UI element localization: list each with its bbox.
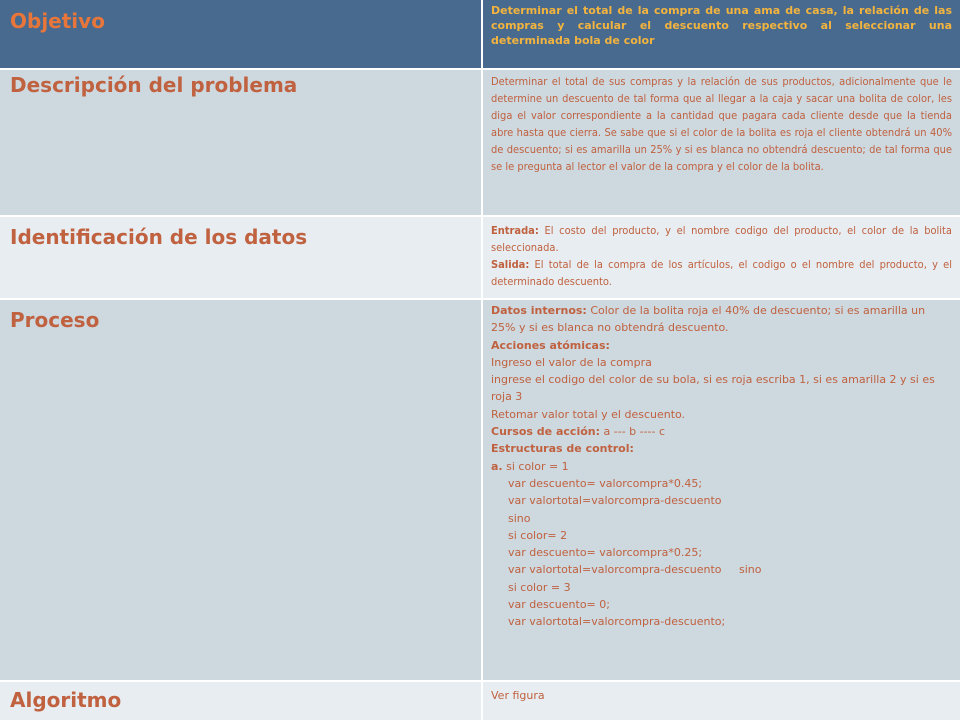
row-descripcion — [0, 70, 960, 215]
content-cell — [483, 217, 960, 298]
code-line: sino — [508, 511, 531, 525]
entrada-label: Entrada: — [491, 224, 539, 237]
objetivo-text: Determinar el total de la compra de una ama de casa, la relación de las compras y calcular el descuento respectivo al seleccionar una determinada bola de color — [491, 4, 952, 47]
code-line: var descuento= valorcompra*0.45; — [508, 476, 703, 490]
datos-internos — [491, 302, 952, 337]
row-algoritmo — [0, 682, 960, 720]
label-cell — [0, 682, 481, 720]
accion-item: ingrese el codigo del color de su bola, si es roja escriba 1, si es amarilla 2 y si es roja 3 — [491, 373, 935, 404]
code-line: var valortotal=valorcompra-descuento sino — [508, 563, 762, 577]
row-objetivo — [0, 0, 960, 68]
row-label: Proceso — [10, 308, 100, 332]
label-cell — [0, 70, 481, 215]
cursos-line — [491, 423, 952, 440]
code-line: var valortotal=valorcompra-descuento — [508, 494, 722, 508]
accion-item: Retomar valor total y el descuento. — [491, 407, 686, 421]
code-first-line — [491, 458, 952, 475]
code-line: si color = 3 — [508, 580, 571, 594]
identificacion-content — [491, 222, 952, 290]
proceso-content — [491, 302, 952, 631]
algoritmo-text: Ver figura — [491, 689, 545, 702]
row-label: Identificación de los datos — [10, 225, 308, 249]
content-cell — [483, 0, 960, 68]
code-first: si color = 1 — [502, 459, 569, 473]
row-label: Algoritmo — [10, 688, 122, 712]
code-line: var valortotal=valorcompra-descuento; — [508, 615, 726, 629]
code-line: si color= 2 — [508, 528, 568, 542]
row-identificacion — [0, 217, 960, 298]
salida-text: El total de la compra de los artículos, el codigo o el nombre del producto, y el determinado descuento. — [491, 258, 952, 288]
content-cell — [483, 682, 960, 720]
code-line: var descuento= valorcompra*0.25; — [508, 546, 703, 560]
cursos-text: a --- b ---- c — [600, 425, 666, 439]
entrada-text: El costo del producto, y el nombre codigo del producto, el color de la bolita seleccionada. — [491, 224, 952, 254]
row-label: Objetivo — [10, 9, 105, 33]
row-proceso — [0, 300, 960, 680]
code-line: var descuento= 0; — [508, 598, 610, 612]
code-prefix: a. — [491, 459, 503, 473]
label-cell — [0, 300, 481, 680]
content-cell — [483, 70, 960, 215]
salida-label: Salida: — [491, 258, 530, 271]
datos-label: Datos internos: — [491, 304, 587, 317]
cursos-label: Cursos de acción: — [491, 425, 600, 439]
row-label: Descripción del problema — [10, 73, 298, 97]
datos-text: Color de la bolita roja el 40% de descuento; si es amarilla un 25% y si es blanca no obtendrá descuento. — [491, 304, 926, 335]
label-cell — [0, 0, 481, 68]
accion-item: Ingreso el valor de la compra — [491, 355, 652, 369]
estructuras-label: Estructuras de control: — [491, 442, 634, 456]
descripcion-text: Determinar el total de sus compras y la relación de sus productos, adicionalmente que le determine un descuento de tal forma que al llegar a la caja y sacar una bolita de color, les diga el valor correspondiente a la cantidad que pagara cada cliente desde que la tienda abre hasta que cierra. Se sabe que si el color de la bolita es roja el cliente obtendrá un 40% de descuento; si es amarilla un 25% y si es blanca no obtendrá descuento; de tal forma que se le pregunta al lector el valor de la compra y el color de la bolita. — [491, 75, 952, 173]
label-cell — [0, 217, 481, 298]
content-cell — [483, 300, 960, 680]
acciones-label: Acciones atómicas: — [491, 338, 610, 352]
